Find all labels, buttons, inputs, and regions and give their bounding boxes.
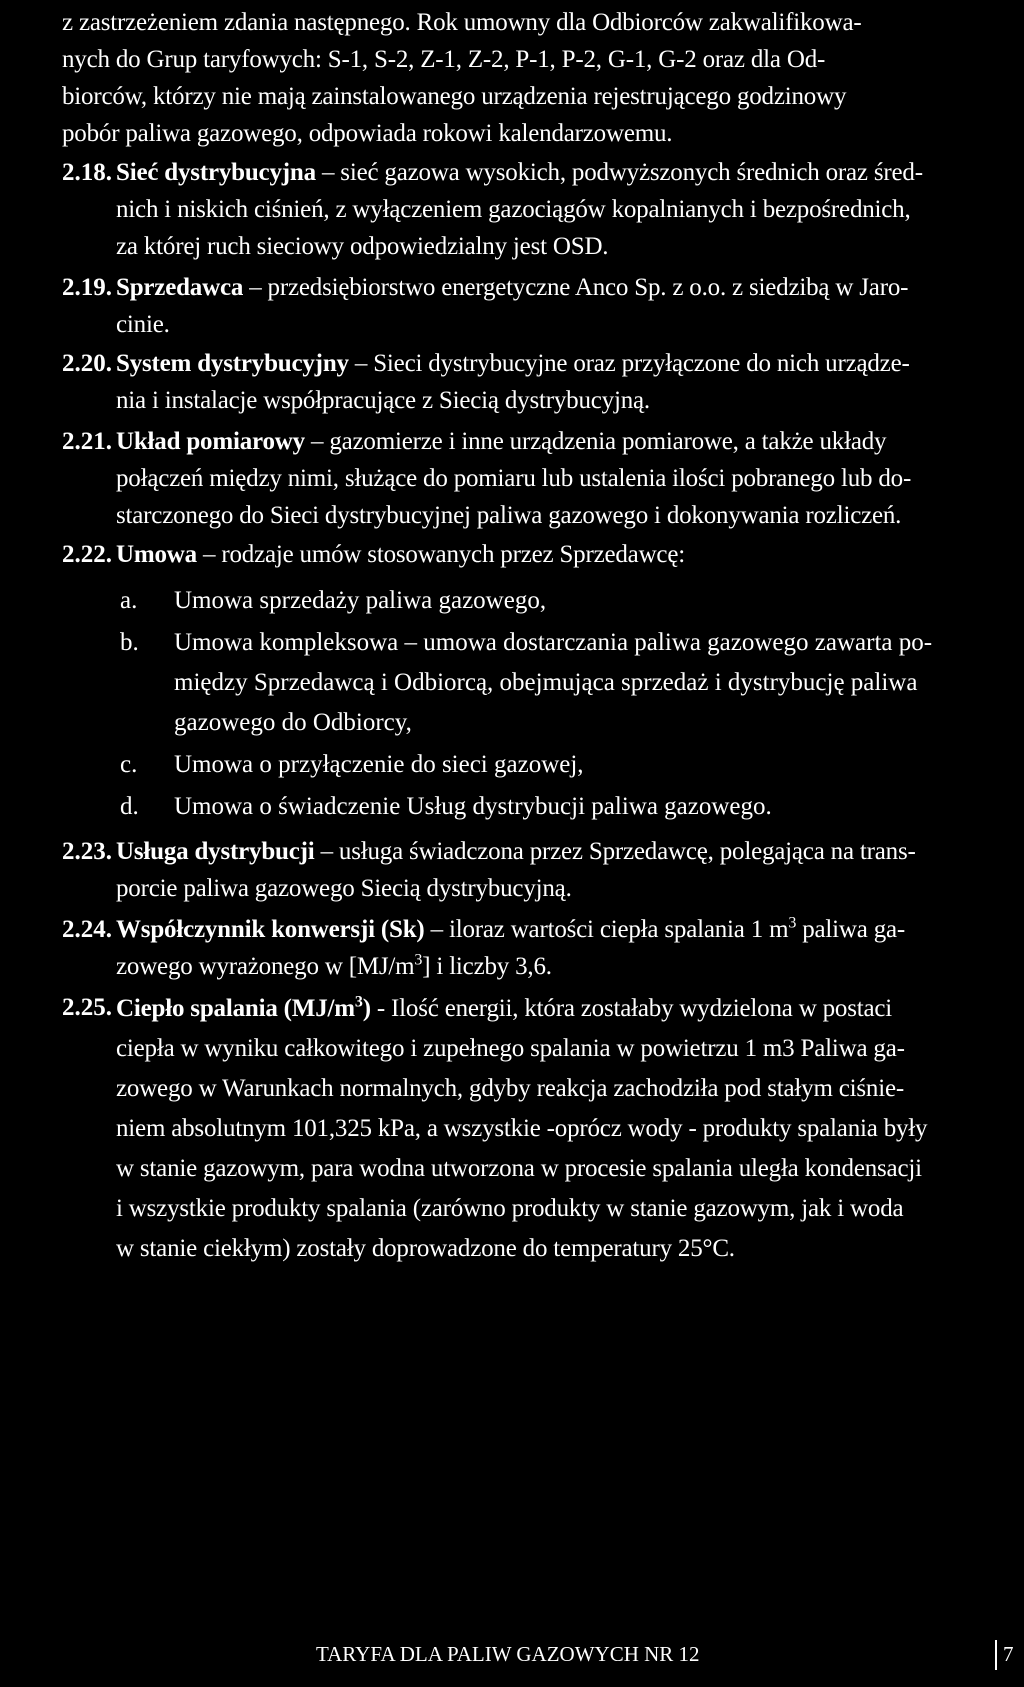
list-item-letter: c.: [120, 751, 138, 778]
definition-number: 2.21.: [62, 428, 112, 455]
intro-line: pobór paliwa gazowego, odpowiada rokowi kalendarzowemu.: [62, 120, 673, 147]
intro-line: nych do Grup taryfowych: S-1, S-2, Z-1, Z-2, P-1, P-2, G-1, G-2 oraz dla Od-: [62, 46, 826, 73]
definition-2-24: [62, 911, 1010, 985]
definition-number: 2.18.: [62, 159, 112, 186]
definition-2-21: [62, 423, 1010, 534]
definition-term: Sprzedawca: [116, 274, 244, 301]
definition-text: – Sieci dystrybucyjne oraz przyłączone do nich urządze-: [348, 350, 910, 377]
definition-number: 2.22.: [62, 541, 112, 568]
definition-text: porcie paliwa gazowego Siecią dystrybucyjną.: [116, 875, 572, 902]
definition-text: cinie.: [116, 311, 170, 338]
definition-number: 2.25.: [62, 994, 112, 1021]
definition-term-part: ): [362, 995, 371, 1022]
footer-title: TARYFA DLA PALIW GAZOWYCH NR 12: [316, 1642, 700, 1666]
intro-paragraph: [62, 4, 1010, 152]
definition-2-19: [62, 269, 1010, 343]
definition-text: i wszystkie produkty spalania (zarówno produkty w stanie gazowym, jak i woda: [116, 1195, 904, 1222]
definition-text: paliwa ga-: [796, 916, 906, 943]
definition-text: w stanie ciekłym) zostały doprowadzone do temperatury 25°C.: [116, 1235, 735, 1262]
list-item: [120, 581, 1010, 621]
footer-separator: [995, 1640, 997, 1670]
definition-text: zowego w Warunkach normalnych, gdyby reakcja zachodziła pod stałym ciśnie-: [116, 1075, 904, 1102]
definition-term: [116, 995, 371, 1022]
definition-text: – sieć gazowa wysokich, podwyższonych średnich oraz śred-: [315, 159, 923, 186]
definition-text: w stanie gazowym, para wodna utworzona w procesie spalania uległa kondensacji: [116, 1155, 922, 1182]
list-item: [120, 745, 1010, 785]
definition-text: zowego wyrażonego w [MJ/m: [116, 953, 415, 980]
list-item-text: Umowa kompleksowa – umowa dostarczania paliwa gazowego zawarta po-: [174, 629, 933, 656]
definition-2-22: [62, 536, 1010, 573]
definition-text: – iloraz wartości ciepła spalania 1 m: [424, 916, 789, 943]
list-item: [120, 623, 1010, 743]
definition-text: niem absolutnym 101,325 kPa, a wszystkie -oprócz wody - produkty spalania były: [116, 1115, 928, 1142]
definition-text: - Ilość energii, która zostałaby wydzielona w postaci: [370, 995, 893, 1022]
definition-2-18: [62, 154, 1010, 265]
definition-text: – gazomierze i inne urządzenia pomiarowe, a także układy: [304, 428, 887, 455]
definition-text: – usługa świadczona przez Sprzedawcę, polegająca na trans-: [314, 838, 916, 865]
definition-text: starczonego do Sieci dystrybucyjnej paliwa gazowego i dokonywania rozliczeń.: [116, 502, 902, 529]
definition-number: 2.20.: [62, 350, 112, 377]
list-item-text: Umowa sprzedaży paliwa gazowego,: [174, 587, 547, 614]
definition-2-23: [62, 833, 1010, 907]
definition-text: nich i niskich ciśnień, z wyłączeniem gazociągów kopalnianych i bezpośrednich,: [116, 196, 911, 223]
definition-text: – przedsiębiorstwo energetyczne Anco Sp. z o.o. z siedzibą w Jaro-: [243, 274, 909, 301]
list-item-letter: b.: [120, 629, 139, 656]
list-item-text: gazowego do Odbiorcy,: [174, 709, 412, 736]
definition-number: 2.24.: [62, 916, 112, 943]
intro-line: z zastrzeżeniem zdania następnego. Rok umowny dla Odbiorców zakwalifikowa-: [62, 9, 862, 36]
agreement-types-list: [120, 581, 1010, 827]
list-item: [120, 787, 1010, 827]
list-item-text: Umowa o świadczenie Usług dystrybucji paliwa gazowego.: [174, 793, 772, 820]
definition-term: System dystrybucyjny: [116, 350, 349, 377]
definition-number: 2.23.: [62, 838, 112, 865]
definition-2-20: [62, 345, 1010, 419]
list-item-text: Umowa o przyłączenie do sieci gazowej,: [174, 751, 584, 778]
definition-term-part: Ciepło spalania (MJ/m: [116, 995, 355, 1022]
definition-text: ciepła w wyniku całkowitego i zupełnego spalania w powietrzu 1 m3 Paliwa ga-: [116, 1035, 905, 1062]
list-item-letter: a.: [120, 587, 138, 614]
definition-term: Usługa dystrybucji: [116, 838, 315, 865]
intro-line: biorców, którzy nie mają zainstalowanego urządzenia rejestrującego godzinowy: [62, 83, 847, 110]
page-number: 7: [1003, 1642, 1014, 1666]
superscript: 3: [354, 993, 363, 1011]
definition-term: Współczynnik konwersji (Sk): [116, 916, 425, 943]
definition-2-25: [62, 989, 1010, 1269]
definition-term: Sieć dystrybucyjna: [116, 159, 316, 186]
page-footer: [0, 1636, 1024, 1676]
definition-term: Umowa: [116, 541, 197, 568]
definition-text: nia i instalacje współpracujące z Siecią dystrybucyjną.: [116, 387, 650, 414]
list-item-text: między Sprzedawcą i Odbiorcą, obejmująca sprzedaż i dystrybucję paliwa: [174, 669, 918, 696]
document-content: [62, 4, 1010, 1269]
definition-text: – rodzaje umów stosowanych przez Sprzedawcę:: [196, 541, 685, 568]
list-item-letter: d.: [120, 793, 139, 820]
definition-number: 2.19.: [62, 274, 112, 301]
superscript: 3: [788, 914, 797, 932]
definition-text: połączeń między nimi, służące do pomiaru lub ustalenia ilości pobranego lub do-: [116, 465, 912, 492]
superscript: 3: [414, 951, 423, 969]
definition-term: Układ pomiarowy: [116, 428, 305, 455]
definition-text: za której ruch sieciowy odpowiedzialny jest OSD.: [116, 233, 609, 260]
definition-text: ] i liczby 3,6.: [422, 953, 552, 980]
